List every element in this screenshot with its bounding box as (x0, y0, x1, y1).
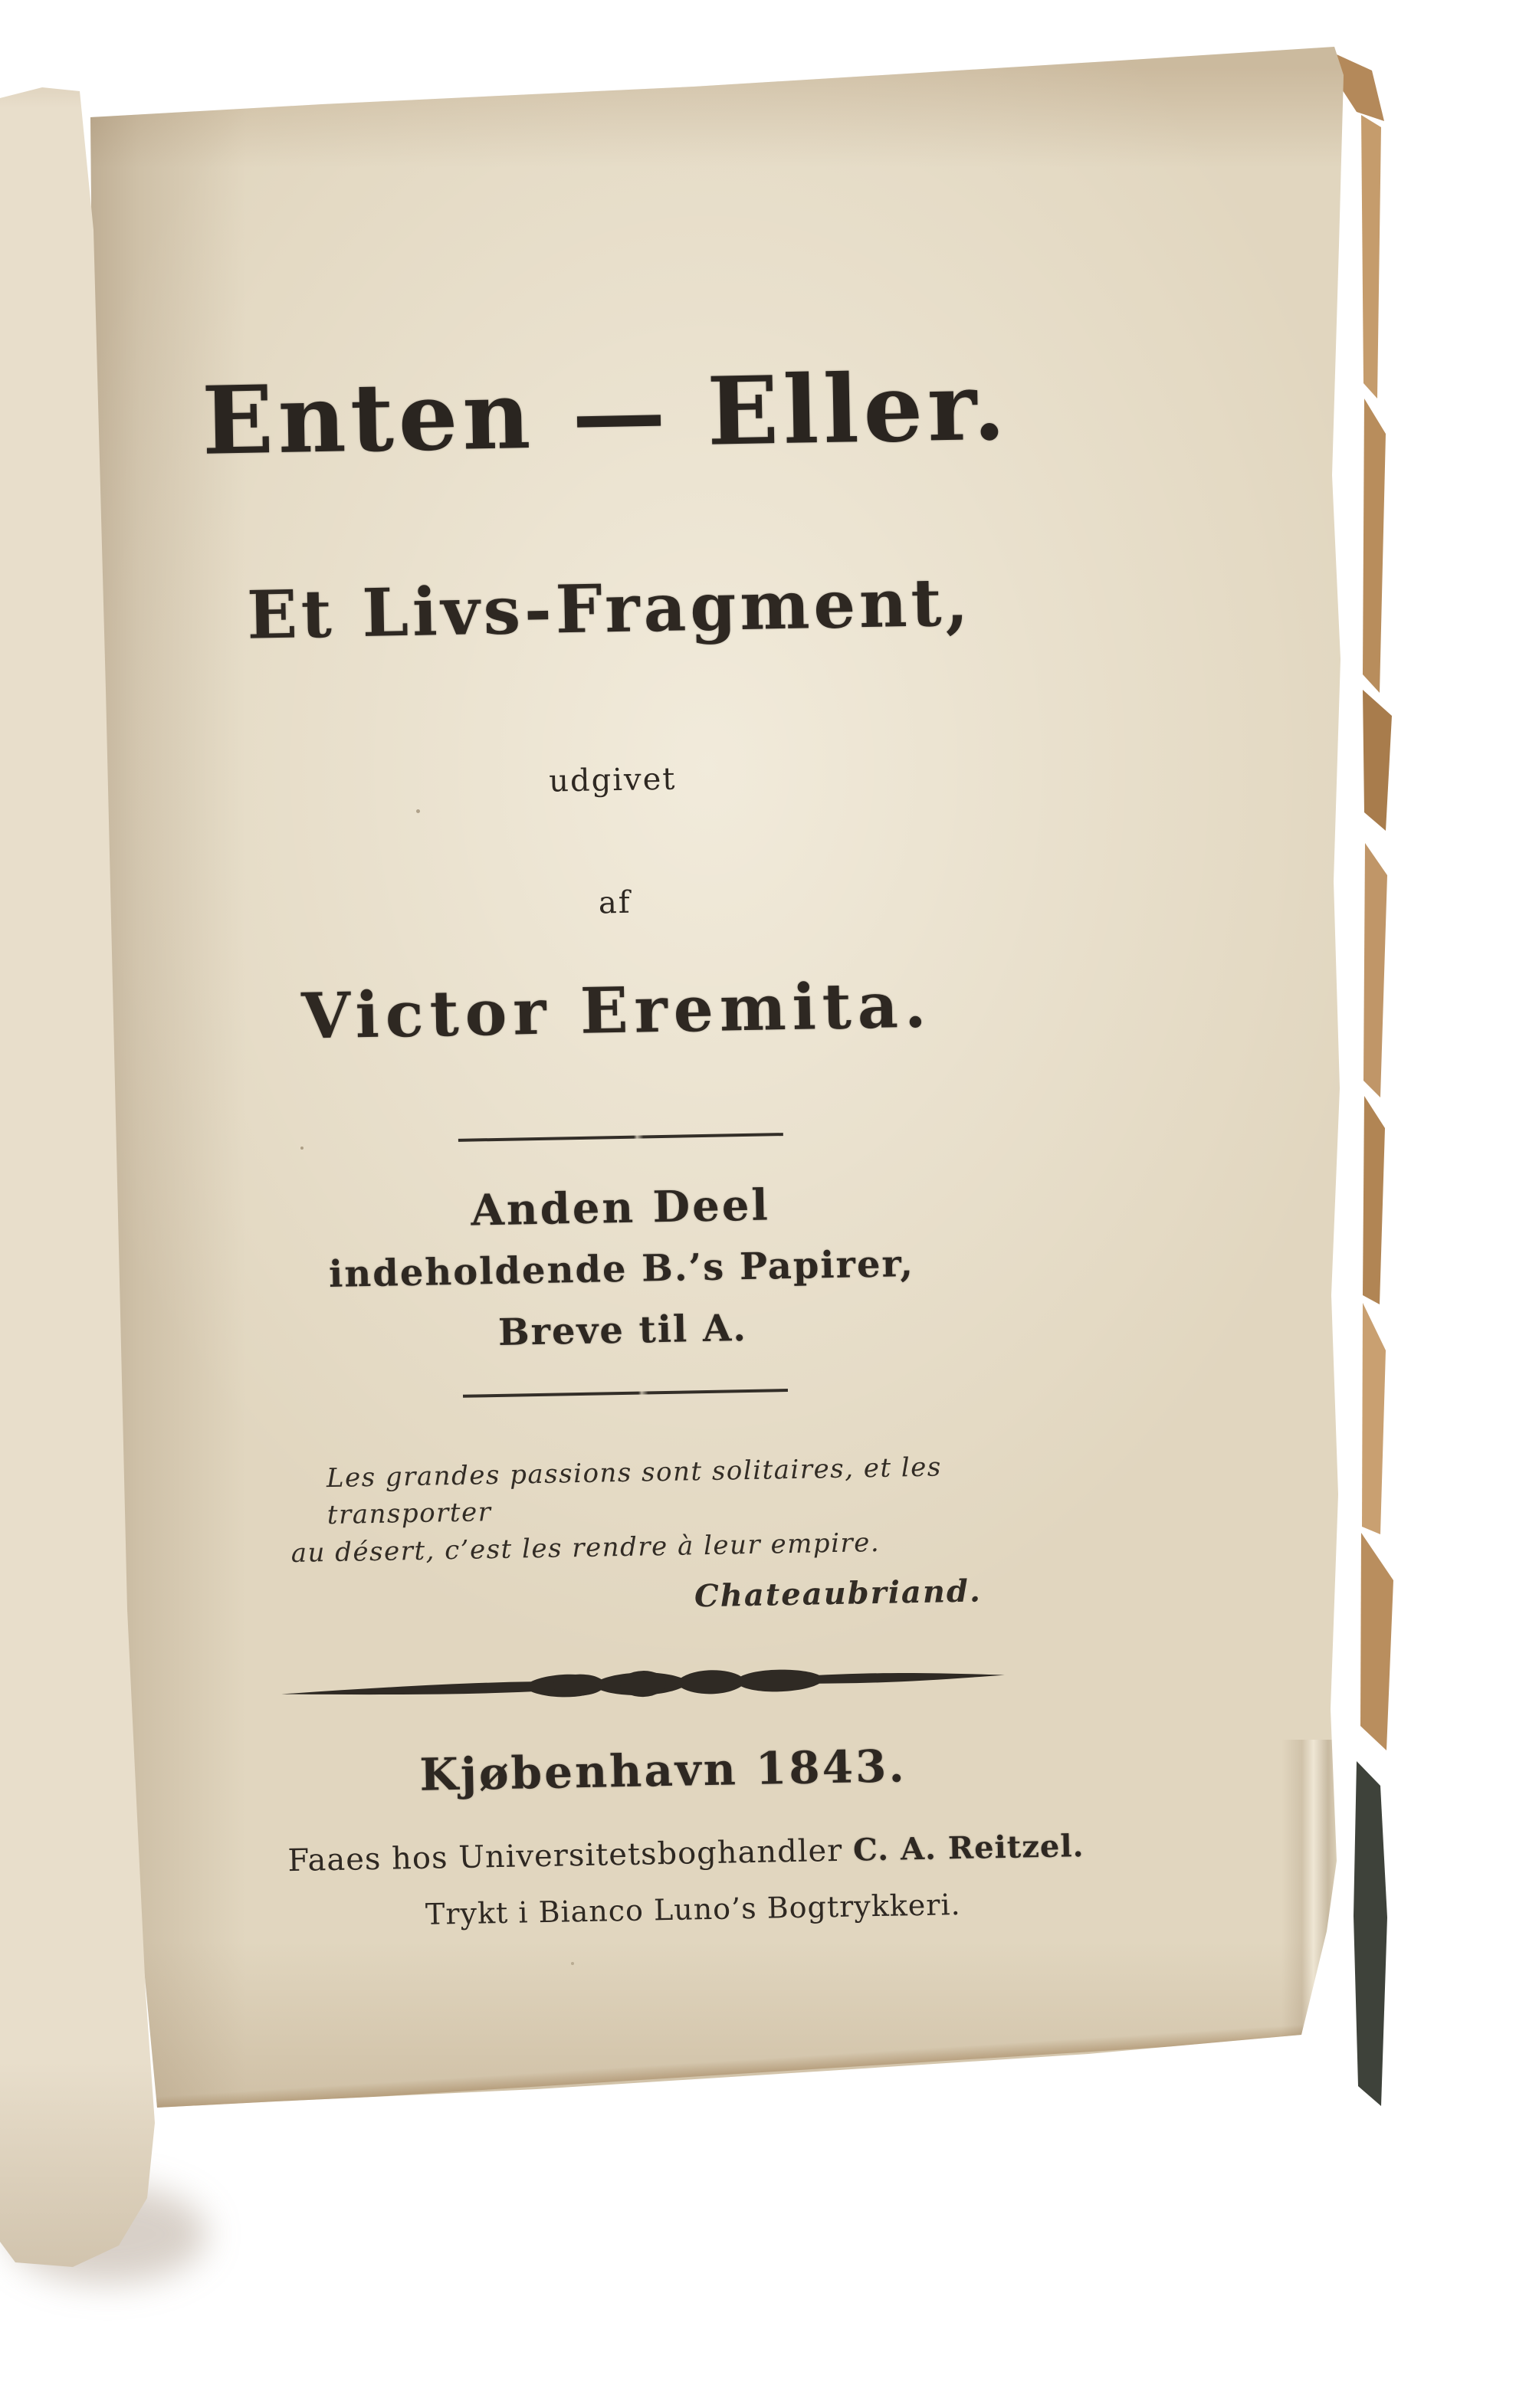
epigraph-author: Chateaubriand. (694, 1573, 983, 1615)
swelled-rule-ornament-icon (278, 1661, 1009, 1708)
part-contents-line: indeholdende B.’s Papirer, (328, 1242, 915, 1296)
book-title: Enten — Eller. (201, 350, 1011, 476)
editor-name: Victor Eremita. (300, 968, 934, 1054)
by-word: af (598, 884, 632, 921)
bookseller-line (65, 1827, 1307, 1881)
book-subtitle: Et Livs-Fragment, (246, 563, 973, 654)
divider-rule-bottom (463, 1389, 788, 1398)
epigraph (290, 1448, 983, 1626)
imprint-city-year: Kjøbenhavn 1843. (418, 1740, 907, 1801)
epigraph-line-2: au désert, c’est les rendre à leur empire. (290, 1527, 881, 1569)
part-heading: Anden Deel (470, 1179, 771, 1236)
part-letters-line: Breve til A. (497, 1307, 748, 1354)
epigraph-line-1: Les grandes passions sont solitaires, et les transporter (326, 1452, 943, 1531)
published-word: udgivet (548, 761, 677, 799)
printer-line: Trykt i Bianco Luno’s Bogtrykkeri. (425, 1888, 962, 1931)
divider-rule-top (458, 1133, 783, 1142)
bookseller-name: C. A. Reitzel. (852, 1828, 1085, 1868)
bookseller-line-regular: Faaes hos Universitetsboghandler (287, 1832, 854, 1879)
